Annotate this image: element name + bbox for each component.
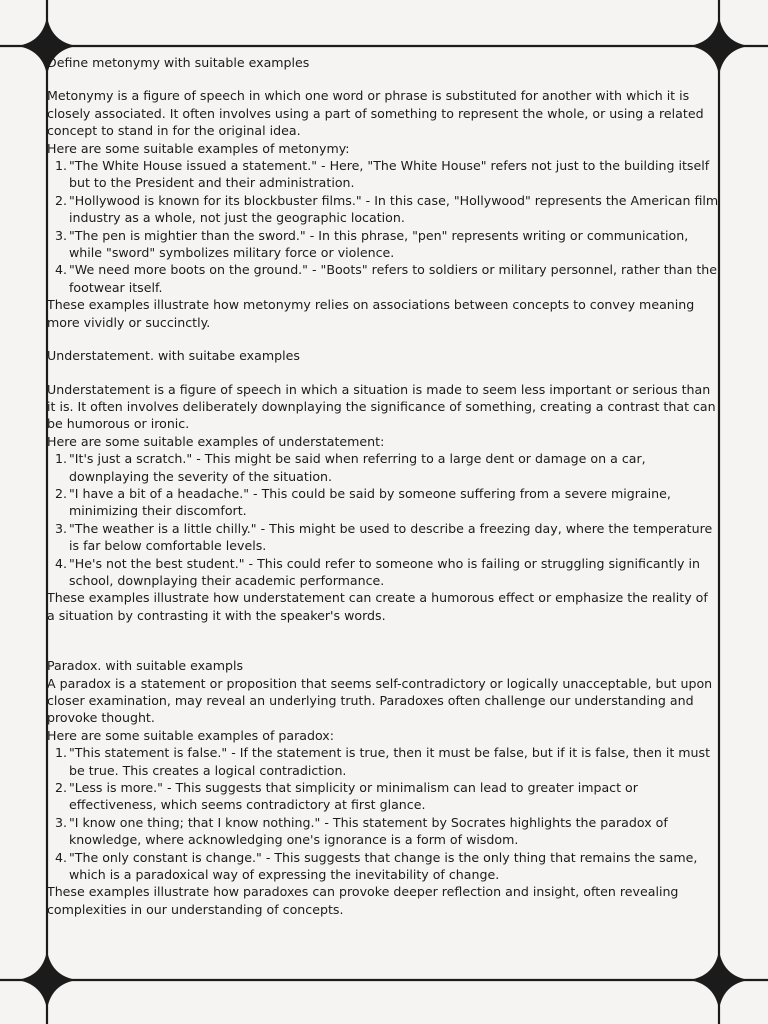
list-item-text: "It's just a scratch." - This might be said when referring to a large dent or damage on a car, downplaying the severity of the situation. <box>69 451 646 484</box>
examples-list <box>47 157 719 296</box>
section-lead: Here are some suitable examples of paradox: <box>47 727 334 743</box>
list-number: 2. <box>55 192 68 208</box>
list-number: 3. <box>55 227 68 243</box>
section-title: Understatement. with suitabe examples <box>47 348 300 364</box>
list-item-text: "We need more boots on the ground." - "Boots" refers to soldiers or military personnel, rather than the footwear itself. <box>69 262 718 295</box>
section-metonymy <box>47 54 719 331</box>
section-intro: Understatement is a figure of speech in which a situation is made to seem less important or serious than it is. It often involves deliberately downplaying the significance of something, creating a contrast that can be humorous or ironic. <box>47 381 716 432</box>
document-body <box>47 54 719 918</box>
list-item <box>47 227 719 262</box>
corner-star-icon <box>17 950 77 1010</box>
list-item <box>47 555 719 590</box>
list-number: 1. <box>55 745 68 761</box>
section-lead: Here are some suitable examples of understatement: <box>47 433 385 449</box>
section-lead: Here are some suitable examples of metonymy: <box>47 140 350 156</box>
list-number: 1. <box>55 451 68 467</box>
list-item <box>47 261 719 296</box>
list-item-text: "Hollywood is known for its blockbuster films." - In this case, "Hollywood" represents the American film industry as a whole, not just the geographic location. <box>69 192 719 226</box>
section-understatement <box>47 347 719 624</box>
examples-list <box>47 450 719 589</box>
list-item <box>47 744 719 779</box>
section-conclusion: These examples illustrate how paradoxes can provoke deeper reflection and insight, often revealing complexities in our understanding of concepts. <box>47 884 679 917</box>
list-item <box>47 157 719 192</box>
list-item <box>47 849 719 884</box>
list-item-text: "The pen is mightier than the sword." - In this phrase, "pen" represents writing or communication, while "sword" symbolizes military force or violence. <box>69 227 689 261</box>
list-item <box>47 520 719 555</box>
section-conclusion: These examples illustrate how understatement can create a humorous effect or emphasize the reality of a situation by contrasting it with the speaker's words. <box>47 590 708 623</box>
list-item-text: "Less is more." - This suggests that simplicity or minimalism can lead to greater impact or effectiveness, which seems contradictory at first glance. <box>69 780 638 813</box>
section-paradox <box>47 657 719 918</box>
list-item-text: "The weather is a little chilly." - This might be used to describe a freezing day, where the temperature is far below comfortable levels. <box>69 520 713 554</box>
list-number: 2. <box>55 780 68 796</box>
list-item-text: "He's not the best student." - This could refer to someone who is failing or struggling significantly in school, downplaying their academic performance. <box>69 555 700 588</box>
section-intro: Metonymy is a figure of speech in which one word or phrase is substituted for another with which it is closely associated. It often involves using a part of something to represent the whole, or using a related concept to stand in for the original idea. <box>47 88 704 139</box>
list-number: 2. <box>55 485 68 501</box>
section-intro: A paradox is a statement or proposition that seems self-contradictory or logically unacceptable, but upon closer examination, may reveal an underlying truth. Paradoxes often challenge our understanding and provoke thought. <box>47 675 713 726</box>
section-conclusion: These examples illustrate how metonymy relies on associations between concepts to convey meaning more vividly or succinctly. <box>47 297 695 330</box>
list-number: 1. <box>55 158 68 174</box>
examples-list <box>47 744 719 883</box>
list-item <box>47 814 719 849</box>
section-title: Define metonymy with suitable examples <box>47 55 310 70</box>
list-item-text: "I have a bit of a headache." - This could be said by someone suffering from a severe migraine, minimizing their discomfort. <box>69 485 671 519</box>
corner-star-icon <box>689 950 749 1010</box>
list-number: 3. <box>55 814 68 830</box>
list-item-text: "The White House issued a statement." - Here, "The White House" refers not just to the building itself but to the President and their administration. <box>69 158 710 191</box>
list-item <box>47 192 719 227</box>
list-item <box>47 450 719 485</box>
list-item-text: "I know one thing; that I know nothing." - This statement by Socrates highlights the paradox of knowledge, where acknowledging one's ignorance is a form of wisdom. <box>69 814 668 848</box>
list-item <box>47 485 719 520</box>
list-number: 4. <box>55 555 68 571</box>
list-item-text: "This statement is false." - If the statement is true, then it must be false, but if it is false, then it must be true. This creates a logical contradiction. <box>69 745 711 778</box>
section-title: Paradox. with suitable exampls <box>47 658 244 674</box>
list-number: 3. <box>55 520 68 536</box>
list-item <box>47 779 719 814</box>
list-number: 4. <box>55 849 68 865</box>
list-item-text: "The only constant is change." - This suggests that change is the only thing that remains the same, which is a paradoxical way of expressing the inevitability of change. <box>69 849 698 883</box>
list-number: 4. <box>55 262 68 278</box>
